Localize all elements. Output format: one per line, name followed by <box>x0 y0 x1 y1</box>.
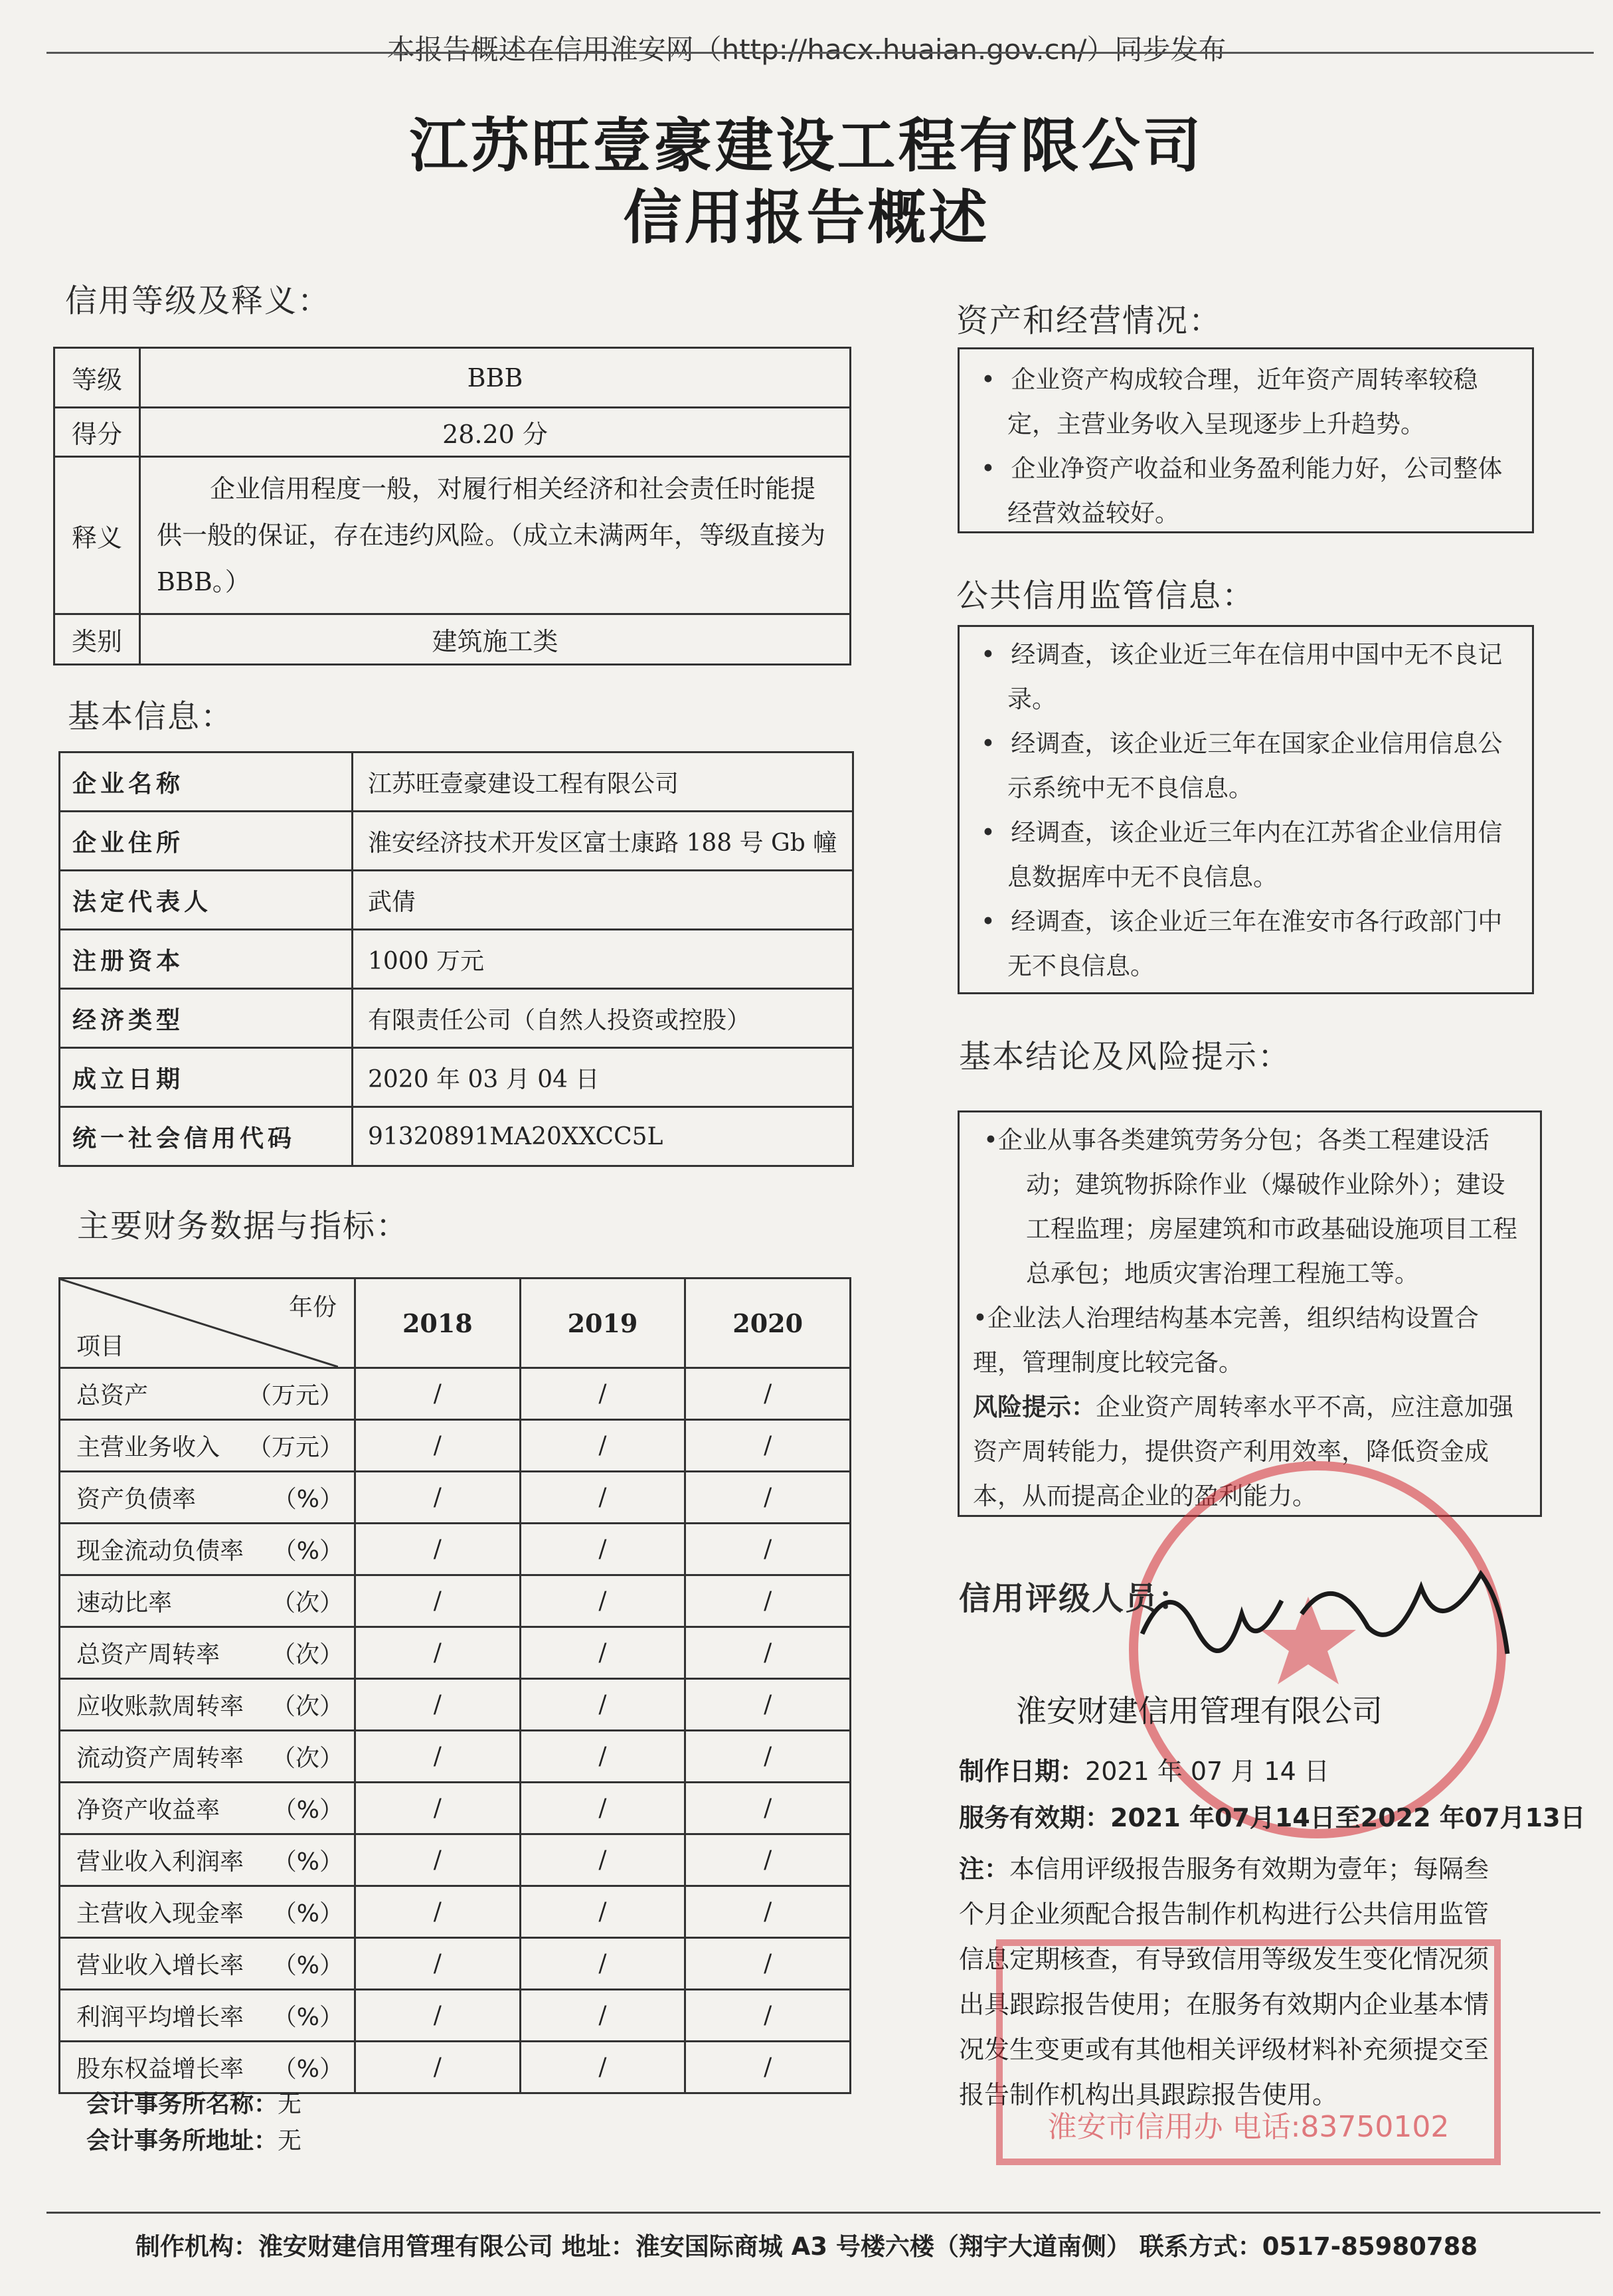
finance-label: 现金流动负债率 （%） <box>60 1524 355 1575</box>
finance-cell: / <box>355 1472 521 1524</box>
finance-header-corner <box>60 1279 355 1368</box>
basic-value: 淮安经济技术开发区富士康路 188 号 Gb 幢 <box>353 812 853 871</box>
header-item-label: 项目 <box>76 1333 125 1360</box>
top-divider <box>46 52 1594 54</box>
public-bullet-4: • 经调查，该企业近三年在淮安市各行政部门中无不良信息。 <box>981 907 1503 980</box>
finance-cell: / <box>520 1731 685 1783</box>
agency-name: 淮安财建信用管理有限公司 <box>1016 1693 1383 1729</box>
finance-cell: / <box>520 1938 685 1990</box>
basic-value: 有限责任公司（自然人投资或控股） <box>353 989 853 1048</box>
finance-cell: / <box>355 1886 521 1938</box>
finance-cell: / <box>520 2042 685 2093</box>
finance-row <box>60 1679 851 1731</box>
finance-cell: / <box>685 1783 851 1834</box>
finance-cell: / <box>685 1420 851 1472</box>
finance-cell: / <box>355 1679 521 1731</box>
signature <box>1129 1534 1541 1707</box>
finance-cell: / <box>355 1783 521 1834</box>
finance-cell: / <box>355 1524 521 1575</box>
risk-text: 企业资产周转率水平不高，应注意加强资产周转能力，提供资产利用效率，降低资金成本，从而提高企业的盈利能力。 <box>973 1393 1513 1510</box>
basic-row <box>60 812 853 871</box>
finance-cell: / <box>520 1783 685 1834</box>
finance-cell: / <box>685 1938 851 1990</box>
finance-row <box>60 1834 851 1886</box>
finance-cell: / <box>685 1472 851 1524</box>
footer-divider <box>46 2212 1600 2214</box>
basic-row <box>60 871 853 930</box>
finance-label: 主营收入现金率 （%） <box>60 1886 355 1938</box>
finance-cell: / <box>685 1731 851 1783</box>
finance-cell: / <box>520 1679 685 1731</box>
conclusion-box <box>958 1110 1542 1517</box>
conclusion-heading: 基本结论及风险提示： <box>959 1038 1292 1075</box>
finance-row <box>60 1627 851 1679</box>
rating-staff-label: 信用评级人员： <box>959 1580 1192 1617</box>
basic-value: 91320891MA20XXCC5L <box>353 1107 853 1166</box>
score-label: 得分 <box>54 408 140 457</box>
header-year-label: 年份 <box>288 1294 337 1321</box>
conclusion-bullet-1: •企业从事各类建筑劳务分包；各类工程建设活动；建筑物拆除作业（爆破作业除外）；建设工程监理；房屋建筑和市政基础设施项目工程总承包；地质灾害治理工程施工等。 <box>983 1126 1517 1288</box>
year-2020: 2020 <box>685 1279 851 1368</box>
finance-cell: / <box>685 1627 851 1679</box>
rating-heading: 信用等级及释义： <box>65 282 331 319</box>
finance-label: 总资产 （万元） <box>60 1368 355 1420</box>
category-label: 类别 <box>54 614 140 665</box>
public-bullet-2: • 经调查，该企业近三年在国家企业信用信息公示系统中无不良信息。 <box>981 729 1503 802</box>
finance-cell: / <box>520 1524 685 1575</box>
finance-label: 净资产收益率 （%） <box>60 1783 355 1834</box>
footer: 制作机构：淮安财建信用管理有限公司 地址：淮安国际商城 A3 号楼六楼（翔宇大道南侧） 联系方式：0517-85980788 <box>135 2232 1478 2261</box>
public-bullet-3: • 经调查，该企业近三年内在江苏省企业信用信息数据库中无不良信息。 <box>981 818 1503 891</box>
finance-cell: / <box>520 1575 685 1627</box>
grade-label: 等级 <box>54 348 140 408</box>
finance-row <box>60 1731 851 1783</box>
finance-row <box>60 1368 851 1420</box>
firm-addr-label: 会计事务所地址： <box>86 2127 278 2155</box>
score-value: 28.20 分 <box>140 408 851 457</box>
basic-row <box>60 930 853 989</box>
firm-name-label: 会计事务所名称： <box>86 2091 278 2118</box>
explain-value: 企业信用程度一般，对履行相关经济和社会责任时能提供一般的保证，存在违约风险。（成立未满两年，等级直接为 BBB。） <box>140 457 851 614</box>
basic-heading: 基本信息： <box>68 698 234 735</box>
basic-value: 1000 万元 <box>353 930 853 989</box>
finance-label: 主营业务收入 （万元） <box>60 1420 355 1472</box>
finance-cell: / <box>355 1990 521 2042</box>
finance-cell: / <box>685 1575 851 1627</box>
assets-box <box>958 347 1534 533</box>
grade-value: BBB <box>140 348 851 408</box>
basic-label: 成立日期 <box>60 1048 353 1107</box>
basic-info-table <box>58 751 854 1167</box>
finance-label: 股东权益增长率 （%） <box>60 2042 355 2093</box>
conclusion-bullet-2: •企业法人治理结构基本完善，组织结构设置合理，管理制度比较完备。 <box>973 1304 1479 1377</box>
finance-row <box>60 1886 851 1938</box>
basic-label: 企业名称 <box>60 752 353 812</box>
assets-bullet-2: • 企业净资产收益和业务盈利能力好，公司整体经营效益较好。 <box>981 454 1503 527</box>
finance-label: 应收账款周转率 （次） <box>60 1679 355 1731</box>
finance-cell: / <box>685 1679 851 1731</box>
top-note: 本报告概述在信用淮安网（http://hacx.huaian.gov.cn/）同步发布 <box>386 33 1227 66</box>
basic-row <box>60 1048 853 1107</box>
risk-label: 风险提示： <box>973 1393 1096 1421</box>
office-stamp-text: 淮安市信用办 电话:83750102 <box>1047 2110 1450 2144</box>
company-title: 江苏旺壹豪建设工程有限公司 <box>409 112 1204 180</box>
basic-label: 经济类型 <box>60 989 353 1048</box>
assets-bullet-1: • 企业资产构成较合理，近年资产周转率较稳定，主营业务收入呈现逐步上升趋势。 <box>981 365 1478 438</box>
finance-label: 流动资产周转率 （次） <box>60 1731 355 1783</box>
finance-cell: / <box>685 1524 851 1575</box>
finance-cell: / <box>685 1886 851 1938</box>
finance-label: 利润平均增长率 （%） <box>60 1990 355 2042</box>
finance-cell: / <box>685 1368 851 1420</box>
finance-label: 资产负债率 （%） <box>60 1472 355 1524</box>
basic-value: 武倩 <box>353 871 853 930</box>
finance-label: 速动比率 （次） <box>60 1575 355 1627</box>
basic-row <box>60 1107 853 1166</box>
validity-value: 2021 年07月14日至2022 年07月13日 <box>1110 1803 1586 1832</box>
finance-label: 营业收入利润率 （%） <box>60 1834 355 1886</box>
finance-cell: / <box>685 1990 851 2042</box>
finance-row <box>60 1783 851 1834</box>
finance-label: 营业收入增长率 （%） <box>60 1938 355 1990</box>
firm-name-value: 无 <box>278 2091 302 2118</box>
report-title: 信用报告概述 <box>623 183 990 252</box>
explain-label: 释义 <box>54 457 140 614</box>
assets-heading: 资产和经营情况： <box>956 302 1223 339</box>
finance-cell: / <box>355 1575 521 1627</box>
public-box <box>958 625 1534 994</box>
year-2018: 2018 <box>355 1279 521 1368</box>
firm-name-line <box>86 2085 301 2119</box>
finance-cell: / <box>355 2042 521 2093</box>
made-date-line <box>959 1751 1329 1787</box>
finance-table <box>58 1277 851 2094</box>
finance-cell: / <box>520 1990 685 2042</box>
finance-cell: / <box>520 1627 685 1679</box>
firm-addr-line <box>86 2122 301 2156</box>
finance-cell: / <box>520 1368 685 1420</box>
basic-row <box>60 752 853 812</box>
finance-row <box>60 1472 851 1524</box>
year-2019: 2019 <box>520 1279 685 1368</box>
finance-cell: / <box>520 1472 685 1524</box>
finance-row <box>60 1990 851 2042</box>
finance-cell: / <box>520 1834 685 1886</box>
finance-row <box>60 1938 851 1990</box>
finance-cell: / <box>355 1834 521 1886</box>
finance-label: 总资产周转率 （次） <box>60 1627 355 1679</box>
finance-row <box>60 1420 851 1472</box>
finance-cell: / <box>355 1368 521 1420</box>
rating-table <box>53 347 851 665</box>
finance-cell: / <box>520 1420 685 1472</box>
note-label: 注： <box>959 1854 1010 1884</box>
finance-cell: / <box>520 1886 685 1938</box>
finance-cell: / <box>685 2042 851 2093</box>
finance-row <box>60 1575 851 1627</box>
basic-label: 企业住所 <box>60 812 353 871</box>
finance-cell: / <box>685 1834 851 1886</box>
basic-value: 2020 年 03 月 04 日 <box>353 1048 853 1107</box>
finance-cell: / <box>355 1420 521 1472</box>
basic-label: 统一社会信用代码 <box>60 1107 353 1166</box>
public-heading: 公共信用监管信息： <box>956 577 1256 614</box>
validity-label: 服务有效期： <box>959 1803 1111 1832</box>
made-date-label: 制作日期： <box>959 1757 1086 1786</box>
finance-cell: / <box>355 1731 521 1783</box>
basic-label: 注册资本 <box>60 930 353 989</box>
basic-value: 江苏旺壹豪建设工程有限公司 <box>353 752 853 812</box>
public-bullet-1: • 经调查，该企业近三年在信用中国中无不良记录。 <box>981 640 1503 713</box>
validity-line <box>959 1797 1586 1834</box>
basic-label: 法定代表人 <box>60 871 353 930</box>
finance-heading: 主要财务数据与指标： <box>77 1207 410 1245</box>
finance-cell: / <box>355 1938 521 1990</box>
note-text: 本信用评级报告服务有效期为壹年；每隔叁个月企业须配合报告制作机构进行公共信用监管信息定期核查，有导致信用等级发生变化情况须出具跟踪报告使用；在服务有效期内企业基本情况发生变更或有其他相关评级材料补充须提交至报告制作机构出具跟踪报告使用。 <box>959 1854 1489 2109</box>
office-stamp <box>996 1939 1501 2165</box>
basic-row <box>60 989 853 1048</box>
category-value: 建筑施工类 <box>140 614 851 665</box>
finance-cell: / <box>355 1627 521 1679</box>
finance-row <box>60 1524 851 1575</box>
made-date-value: 2021 年 07 月 14 日 <box>1085 1757 1329 1786</box>
firm-addr-value: 无 <box>278 2127 302 2155</box>
